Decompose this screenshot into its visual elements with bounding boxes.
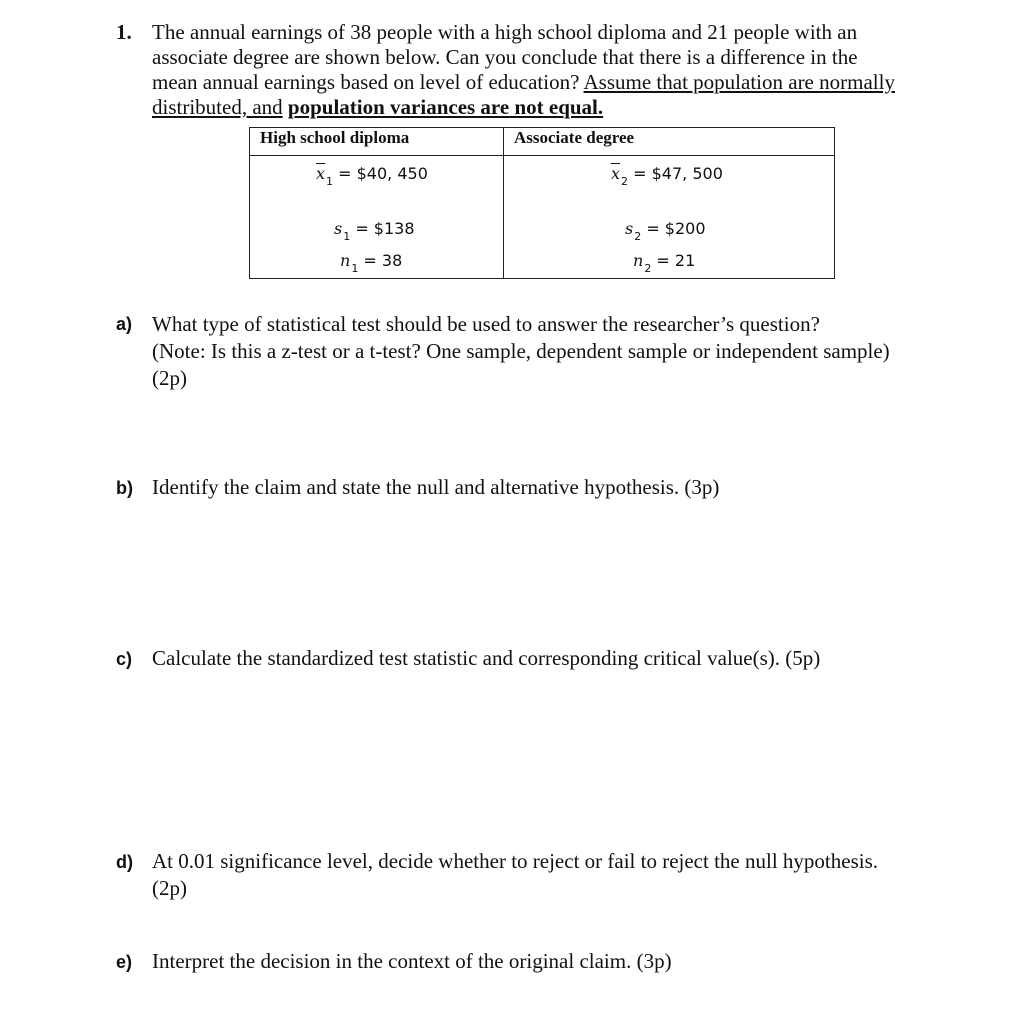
group1-n: $n_1 = 38$ [340, 251, 403, 275]
intro-line: The annual earnings of 38 people with a high school diploma and 21 people with an [152, 20, 858, 44]
group2-n: $n_2 = 21$ [633, 251, 696, 275]
intro-line-text: mean annual earnings based on level of education? [152, 70, 580, 94]
part-d-label: d) [116, 852, 133, 872]
part-a-line: (2p) [152, 366, 187, 390]
assumption-text: Assume that population are normally [583, 70, 895, 94]
intro-line [152, 95, 1002, 120]
part-a-line: What type of statistical test should be used to answer the researcher’s question? [152, 312, 820, 336]
intro-line: associate degree are shown below. Can you conclude that there is a difference in the [152, 45, 858, 69]
part-d-line: At 0.01 significance level, decide whether to reject or fail to reject the null hypothesis. [152, 849, 878, 873]
part-c-text [152, 645, 820, 672]
part-b-line: Identify the claim and state the null and alternative hypothesis. (3p) [152, 475, 720, 499]
header-associate: Associate degree [504, 128, 835, 156]
group1-cell [250, 156, 504, 279]
part-e-text [152, 948, 672, 975]
part-c-line: Calculate the standardized test statistic and corresponding critical value(s). (5p) [152, 646, 821, 670]
group2-mean: $\overline{x}_2$ = $47, 500 [611, 164, 723, 188]
part-b-label: b) [116, 478, 133, 498]
part-c-label: c) [116, 649, 133, 669]
part-b-text [152, 474, 719, 501]
group2-cell [504, 156, 835, 279]
part-d-text [152, 848, 878, 902]
assumption-bold: population variances are not equal. [287, 95, 604, 119]
assumption-text-2: distributed, and [152, 95, 283, 119]
part-a-line: (Note: Is this a z-test or a t-test? One sample, dependent sample or independent sample) [152, 339, 890, 363]
intro-line [152, 70, 1002, 95]
group1-mean: $\overline{x}_1$ = $40, 450 [316, 164, 428, 188]
header-high-school: High school diploma [250, 128, 504, 156]
part-a-label: a) [116, 314, 133, 334]
data-table [249, 127, 835, 279]
group2-sd: $s_2$ = $200 [625, 219, 706, 243]
part-d-line: (2p) [152, 876, 187, 900]
part-e-line: Interpret the decision in the context of the original claim. (3p) [152, 949, 672, 973]
question-number: 1. [116, 20, 132, 44]
part-e-label: e) [116, 952, 133, 972]
part-a-text [152, 311, 890, 392]
question-intro [152, 20, 1002, 120]
group1-sd: $s_1$ = $138 [334, 219, 415, 243]
